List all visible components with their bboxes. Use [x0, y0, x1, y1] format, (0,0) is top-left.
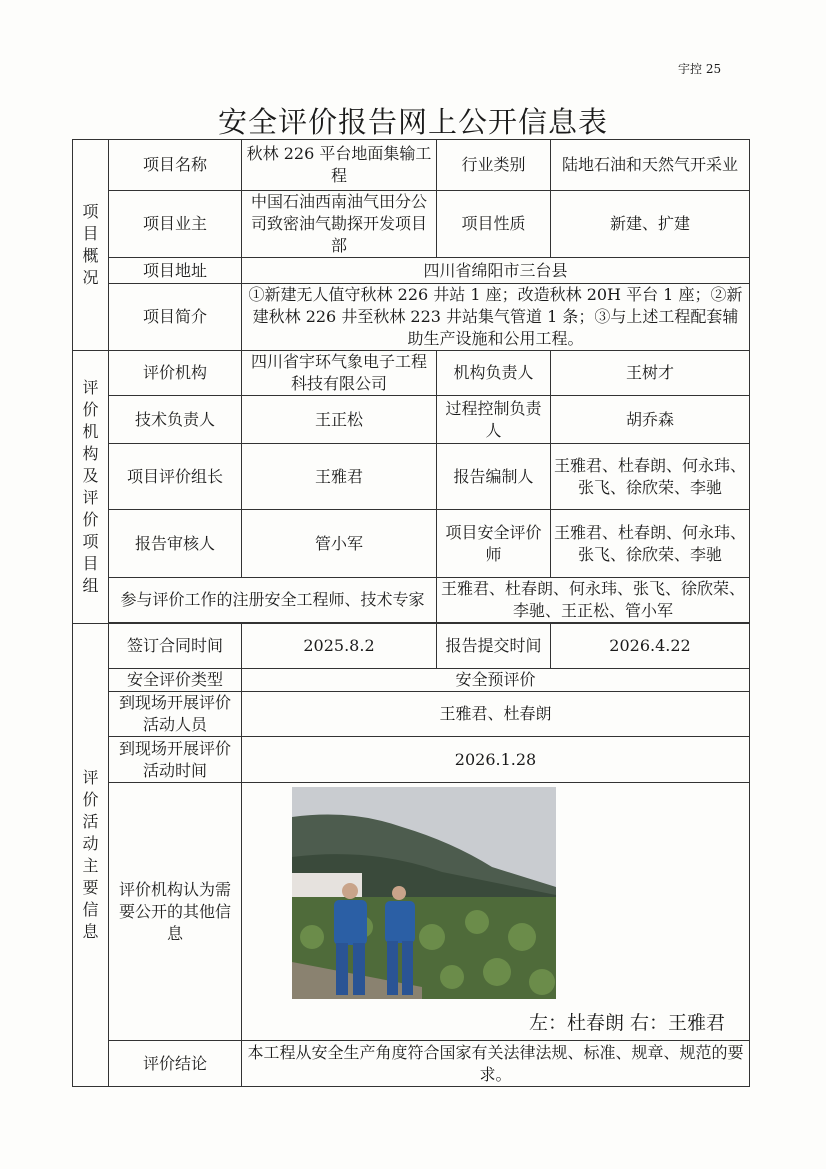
assessor-label: 项目安全评价师	[437, 510, 551, 578]
staff-label: 到现场开展评价活动人员	[109, 692, 242, 737]
page-title: 安全评价报告网上公开信息表	[217, 105, 608, 139]
owner-label: 项目业主	[109, 191, 242, 258]
writer-label: 报告编制人	[437, 444, 551, 510]
conclusion-label: 评价结论	[109, 1041, 242, 1087]
industry-value: 陆地石油和天然气开采业	[551, 140, 750, 191]
reviewer-label: 报告审核人	[109, 510, 242, 578]
site-photo	[292, 787, 556, 999]
conclusion-value: 本工程从安全生产角度符合国家有关法律法规、标准、规章、规范的要求。	[242, 1041, 750, 1087]
nature-label: 项目性质	[437, 191, 551, 258]
leader-label: 项目评价组长	[109, 444, 242, 510]
intro-value: ①新建无人值守秋林 226 井站 1 座；改造秋林 20H 平台 1 座；②新建秋林 226 井至秋林 223 井站集气管道 1 条；③与上述工程配套辅助生产设施和公用工程。	[242, 284, 750, 351]
submit-label: 报告提交时间	[437, 624, 551, 669]
experts-label: 参与评价工作的注册安全工程师、技术专家	[109, 578, 437, 623]
section-overview: 项目概况	[73, 140, 109, 351]
tech-value: 王正松	[242, 396, 437, 444]
time-label: 到现场开展评价活动时间	[109, 737, 242, 783]
name-value: 秋林 226 平台地面集输工程	[242, 140, 437, 191]
experts-value: 王雅君、杜春朗、何永玮、张飞、徐欣荣、李驰、王正松、管小军	[437, 578, 750, 623]
contract-label: 签订合同时间	[109, 624, 242, 669]
agency-value: 四川省宇环气象电子工程科技有限公司	[242, 351, 437, 396]
tech-label: 技术负责人	[109, 396, 242, 444]
address-label: 项目地址	[109, 258, 242, 284]
document-code: 宇控 25	[678, 62, 722, 76]
type-label: 安全评价类型	[109, 669, 242, 692]
other-label: 评价机构认为需要公开的其他信息	[109, 783, 242, 1041]
reviewer-value: 管小军	[242, 510, 437, 578]
type-value: 安全预评价	[242, 669, 750, 692]
time-value: 2026.1.28	[242, 737, 750, 783]
leader-value: 王雅君	[242, 444, 437, 510]
address-value: 四川省绵阳市三台县	[242, 258, 750, 284]
info-table	[72, 139, 750, 1087]
photo-caption: 左：杜春朗 右：王雅君	[528, 1012, 725, 1034]
industry-label: 行业类别	[437, 140, 551, 191]
assessor-value: 王雅君、杜春朗、何永玮、张飞、徐欣荣、李驰	[551, 510, 750, 578]
site-photo-image	[292, 787, 556, 999]
submit-value: 2026.4.22	[551, 624, 750, 669]
staff-value: 王雅君、杜春朗	[242, 692, 750, 737]
process-label: 过程控制负责人	[437, 396, 551, 444]
head-value: 王树才	[551, 351, 750, 396]
head-label: 机构负责人	[437, 351, 551, 396]
intro-label: 项目简介	[109, 284, 242, 351]
name-label: 项目名称	[109, 140, 242, 191]
writer-value: 王雅君、杜春朗、何永玮、张飞、徐欣荣、李驰	[551, 444, 750, 510]
agency-label: 评价机构	[109, 351, 242, 396]
owner-value: 中国石油西南油气田分公司致密油气勘探开发项目部	[242, 191, 437, 258]
process-value: 胡乔森	[551, 396, 750, 444]
section-activity: 评价活动主要信息	[73, 624, 109, 1087]
contract-value: 2025.8.2	[242, 624, 437, 669]
section-org: 评价机构及评价项目组	[73, 351, 109, 624]
photo-cell	[242, 783, 750, 1041]
nature-value: 新建、扩建	[551, 191, 750, 258]
